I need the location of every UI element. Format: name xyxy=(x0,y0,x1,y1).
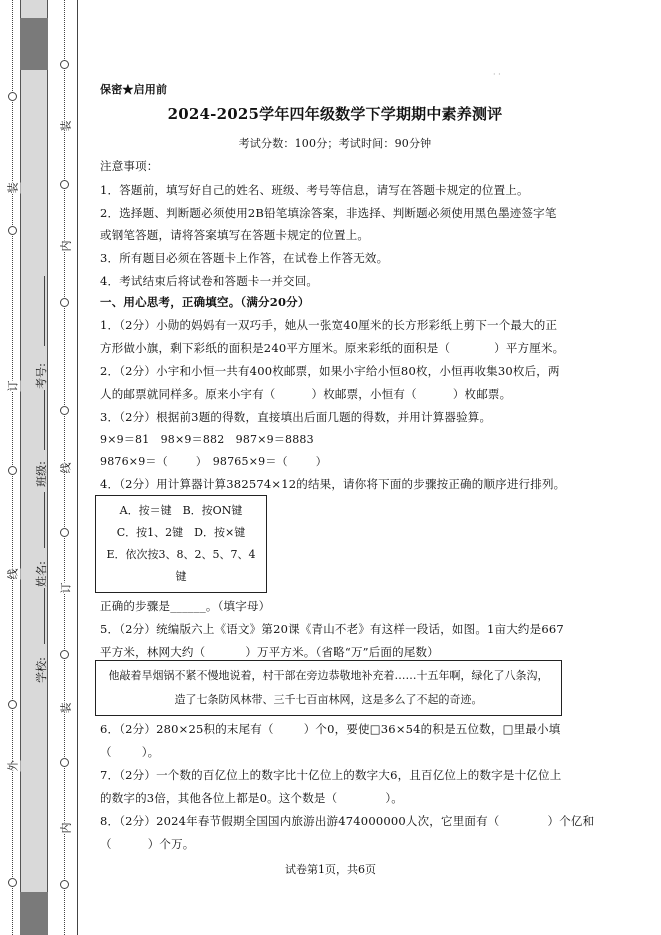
margin-label-name: 姓名: xyxy=(34,561,48,587)
margin-char: 内 xyxy=(59,822,73,834)
question-7-text: 的数字的3倍，其他各位上都是0。这个数是（ ）。 xyxy=(100,791,403,805)
binding-block-bottom xyxy=(20,892,48,935)
option-line: A．按＝键 B．按ON键 xyxy=(119,504,243,517)
margin-char: 线 xyxy=(59,462,73,474)
question-2-text: 人的邮票就同样多。原来小宇有（ ）枚邮票，小恒有（ ）枚邮票。 xyxy=(100,387,512,401)
margin-label-school: 学校: xyxy=(34,657,48,683)
question-1-text: 1．（2分）小勋的妈妈有一双巧手，她从一张宽40厘米的长方形彩纸上剪下一个最大的正 xyxy=(100,318,558,332)
question-3-blanks: 9876×9＝（ ） 98765×9＝（ ） xyxy=(100,455,327,468)
question-4-answer: 正确的步骤是______。（填字母） xyxy=(100,599,271,613)
question-7-text: 7．（2分）一个数的百亿位上的数字比十亿位上的数字大6，且百亿位上的数字是十亿位上 xyxy=(100,768,562,782)
note-line: 1．答题前，填写好自己的姓名、班级、考号等信息，请写在答题卡规定的位置上。 xyxy=(100,183,529,197)
binding-hole xyxy=(60,758,69,767)
margin-char: 装 xyxy=(59,702,73,714)
binding-hole xyxy=(60,180,69,189)
question-1-text: 方形做小旗，剩下彩纸的面积是240平方厘米。原来彩纸的面积是（ ）平方厘米。 xyxy=(100,341,565,355)
quote-line: 造了七条防风林带、三千七百亩林网，这是多么了不起的奇迹。 xyxy=(174,693,483,706)
binding-hole xyxy=(8,226,17,235)
page-frame-line xyxy=(77,0,78,935)
quote-line: 他敲着旱烟锅不紧不慢地说着，村干部在旁边恭敬地补充着……十五年啊，绿化了八条沟， xyxy=(108,669,549,682)
question-4-text: 4．（2分）用计算器计算382574×12的结果，请你将下面的步骤按正确的顺序进行排列。 xyxy=(100,477,566,491)
question-8-text: （ ）个万。 xyxy=(100,837,195,851)
binding-hole xyxy=(8,878,17,887)
margin-char: 装 xyxy=(6,182,20,194)
margin-char: 线 xyxy=(6,568,20,580)
margin-char: 装 xyxy=(59,120,73,132)
section-heading: 一、用心思考，正确填空。（满分20分） xyxy=(100,295,310,309)
question-3-text: 3．（2分）根据前3题的得数，直接填出后面几题的得数，并用计算器验算。 xyxy=(100,410,492,424)
binding-block-top xyxy=(20,18,48,70)
note-line: 或钢笔答题，请将答案填写在答题卡规定的位置上。 xyxy=(100,228,370,242)
margin-char: 外 xyxy=(6,760,20,772)
binding-hole xyxy=(60,528,69,537)
exam-info: 考试分数：100分；考试时间：90分钟 xyxy=(238,137,432,150)
note-line: 3．所有题目必须在答题卡上作答，在试卷上作答无效。 xyxy=(100,251,389,265)
binding-hole xyxy=(60,406,69,415)
margin-char: 订 xyxy=(6,380,20,392)
binding-margin xyxy=(0,0,78,935)
question-8-text: 8．（2分）2024年春节假期全国国内旅游出游474000000人次，它里面有（ ）个亿和 xyxy=(100,814,595,828)
scan-mark: · · xyxy=(493,70,501,79)
option-line: 键 xyxy=(175,570,187,583)
question-6-text: （ ）。 xyxy=(100,745,160,759)
binding-hole xyxy=(60,298,69,307)
question-3-examples: 9×9＝81 98×9＝882 987×9＝8883 xyxy=(100,433,314,446)
note-line: 2．选择题、判断题必须使用2B铅笔填涂答案，非选择、判断题必须使用黑色墨迹签字笔 xyxy=(100,206,557,220)
options-box xyxy=(95,495,267,593)
binding-hole xyxy=(60,880,69,889)
note-line: 4．考试结束后将试卷和答题卡一并交回。 xyxy=(100,274,319,288)
binding-hole xyxy=(8,466,17,475)
question-5-text: 5．（2分）统编版六上《语文》第20课《青山不老》有这样一段话，如图。1亩大约是667 xyxy=(100,622,564,636)
question-2-text: 2．（2分）小宇和小恒一共有400枚邮票，如果小宇给小恒80枚，小恒再收集30枚后，两 xyxy=(100,364,560,378)
class-blank[interactable] xyxy=(44,390,45,450)
question-6-text: 6．（2分）280×25积的末尾有（ ）个0，要使□36×54的积是五位数，□里最小填 xyxy=(100,722,561,736)
binding-hole xyxy=(60,650,69,659)
name-blank[interactable] xyxy=(44,492,45,548)
option-line: C．按1、2键 D．按×键 xyxy=(116,526,246,539)
answer-slot[interactable]: ______ xyxy=(170,599,206,613)
confidential-label: 保密★启用前 xyxy=(100,83,168,96)
binding-hole xyxy=(8,92,17,101)
margin-label-class: 班级: xyxy=(34,461,48,487)
margin-char: 订 xyxy=(59,582,73,594)
page-title: 2024-2025学年四年级数学下学期期中素养测评 xyxy=(167,105,503,123)
option-line: E．依次按3、8、2、5、7、4 xyxy=(106,548,256,561)
margin-label-exam-no: 考号: xyxy=(34,363,48,389)
quote-box xyxy=(95,660,562,716)
margin-char: 内 xyxy=(59,240,73,252)
binding-hole xyxy=(60,60,69,69)
exam-no-blank[interactable] xyxy=(44,276,45,346)
notes-heading: 注意事项： xyxy=(100,159,159,173)
school-blank[interactable] xyxy=(44,588,45,644)
question-5-text: 平方米，林网大约（ ）万平方米。（省略“万”后面的尾数） xyxy=(100,645,439,659)
binding-hole xyxy=(8,700,17,709)
page-footer: 试卷第1页，共6页 xyxy=(285,863,376,876)
